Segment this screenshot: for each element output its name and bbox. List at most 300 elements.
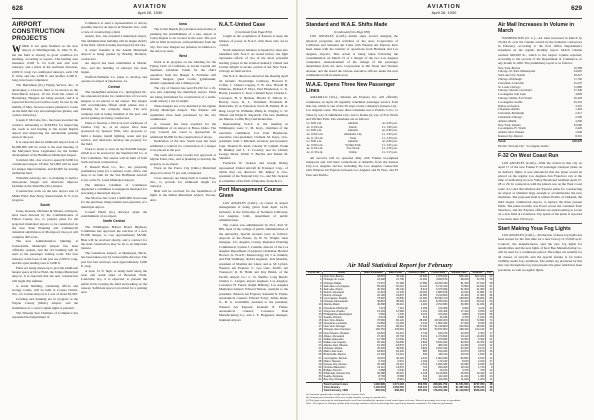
pounds-value: 8,310 [575, 133, 582, 138]
table-cell: 40,320 [361, 347, 386, 350]
article-column-5 [306, 21, 398, 259]
table-cell: 39,140 [386, 288, 405, 291]
table-cell: 23 [306, 344, 322, 347]
table-total-row: Totals 626,929 [498, 138, 582, 143]
table-cell: 11,640 [448, 378, 469, 382]
table-cell: Cheyenne–Pueblo [322, 310, 360, 313]
table-cell: 22 [485, 372, 493, 375]
table-cell: 12 [306, 310, 322, 313]
table-cell: 4,120 [405, 322, 428, 325]
table-cell: 315,400 [428, 310, 448, 313]
table-cell: 4 [306, 285, 322, 288]
schedule-time: Ar. 11:10 a.m. [306, 135, 324, 140]
table-cell: 26,730 [386, 335, 405, 338]
table-cell: Cleveland–Pittsburgh [322, 307, 360, 310]
table-cell: 2,180 [405, 307, 428, 310]
table-cell: 3 [306, 282, 322, 285]
column-header: Revenue [470, 271, 486, 275]
table-cell: 7 [306, 294, 322, 297]
schedule-stop: Wichita Falls [345, 142, 361, 147]
table-cell: 66 [485, 294, 493, 297]
table-cell: 3,370 [448, 369, 469, 372]
table-cell: 4,830 [405, 341, 428, 344]
table-cell: 11,200 [448, 375, 469, 378]
table-cell: 66,192 [361, 341, 386, 344]
table-cell: $1,551,650 [448, 382, 469, 386]
table-cell: Miami–Havana [322, 360, 360, 363]
table-cell: 71,672 [361, 282, 386, 285]
table-cell: 11,424 [361, 291, 386, 294]
table-cell: 2,410 [405, 357, 428, 360]
table-cell: 48 [485, 382, 493, 386]
table-cell: 62 [485, 275, 493, 279]
paragraph: Jones, Roessle, Olschner & Wiener, architects, have been directed by the Commissioners of Fulton County, Ga., to prepare plans for the projected municipal airport, to be constructed on the new State Planning and Commercial industrial subdivision of Morrisport; the port will comprise 300 acres. [12, 208, 78, 239]
table-cell: 30 [485, 322, 493, 325]
table-cell: 8,580 [386, 375, 405, 378]
table-cell: 2,688 [361, 369, 386, 372]
table-cell: 58 [485, 282, 493, 285]
paragraph: Titusville Airways, Inc., is planning to build a three-plane hangar and otherwise improve facilities at the Titusville (Pa.) Airport. [12, 175, 78, 189]
table-cell: 5,810,200 [428, 341, 448, 344]
table-cell: Atlanta–Miami [322, 303, 360, 306]
table-cell: 19,410 [386, 332, 405, 335]
pounds-value: 24,905 [573, 69, 582, 74]
left-page [0, 0, 296, 420]
divider [219, 185, 288, 186]
table-cell: 13 [306, 313, 322, 316]
table-cell: 52,200 [448, 300, 469, 303]
table-cell: 12,432 [361, 353, 386, 356]
column-header: Miles Flown [386, 271, 405, 275]
table-cell: 10,004 [405, 291, 428, 294]
column-header: Pct. [487, 271, 492, 274]
article-headline: AIRPORT CONSTRUCTION PROJECTS [12, 21, 65, 42]
paragraph: The Wilmington Harbor Board Highway Committee has approved the erection of a new $7,000 hangar, to cost approximately $8,500. Bids will be received shortly, and a contract for the steel construction may be let to an important interest. [81, 224, 147, 251]
table-cell: 1,310 [405, 310, 428, 313]
table-cell: 13,870 [386, 366, 405, 369]
table-cell: 1,260 [470, 378, 486, 382]
table-cell: 86,900 [470, 297, 486, 300]
paragraph: Work on the Ponca City (Okla.) Municipal Airport is about 75 per cent completed. [150, 166, 216, 175]
table-cell: 12,200 [448, 291, 469, 294]
table-cell: 1,860,330 [428, 322, 448, 325]
paragraph: AMARILLO (Tex.)—Western Air Express, Inc. will officially commence on April 26 regularly scheduled passenger service from this city, which is one of the 30 stops on the company's Kansas City–Los Angeles route. The new three schedules run to Pueblo, Colo.; to Tulsa by way of Oklahoma City; and to Dallas by way of Fort Worth and Wichita Falls. The schedules are as follows: [306, 95, 398, 121]
table-cell: 10,250,430 [428, 282, 448, 285]
schedule-time: Ar. 11:00 a.m. [306, 124, 324, 129]
table-cell: Detroit–Chicago [322, 294, 360, 297]
paragraph: Work is in progress on the building for the Flying Club of California at Grand Central Air Terminal, Glendale. Funds for the club's operation from the Hangar 6. Facilities will include hangars, guest rooms, gymnasium, athletic equipment and a dining room. [150, 59, 216, 86]
table-cell: 19 [485, 310, 493, 313]
table-cell: 98,040 [470, 325, 486, 328]
page-number: 628 [12, 5, 23, 12]
pounds-value: 1,404 [575, 107, 582, 112]
table-cell: 5,210 [405, 335, 428, 338]
table-cell: 810,200 [428, 350, 448, 353]
section-subhead: West [178, 54, 188, 59]
table-summary-row [306, 389, 494, 392]
paragraph: Work is about to start on the $10,000 hangar, which is to be erected by the Standard Oil Co. at Port Columbus. The station will be built of both brick and steel construction. [81, 147, 147, 164]
article-column-6 [402, 21, 494, 259]
table-cell: 44,016 [361, 357, 386, 360]
table-cell: 16 [306, 322, 322, 325]
flight-schedule-table [306, 122, 398, 154]
route-name: Cincinnati–Chicago [498, 114, 522, 119]
table-cell: 14,112 [361, 366, 386, 369]
table-cell: 25 [306, 350, 322, 353]
table-cell: 640,210 [428, 332, 448, 335]
table-cell: 530 [405, 378, 428, 382]
table-cell: 18,420 [386, 350, 405, 353]
table-cell: 15 [306, 319, 322, 322]
divider [498, 151, 582, 152]
paragraph: A storm building, containing offices and storage rooms, will be built at Corpus Christi, Tex., for Curtiss Airport at a cost of about $3,500. [12, 283, 78, 297]
table-cell: Pittsburgh–Kansas City [322, 372, 360, 375]
schedule-time: Ar. 6:00 p.m. [382, 121, 398, 126]
table-cell: 16,360 [448, 338, 469, 341]
table-cell: New York–Chicago [322, 325, 360, 328]
column-header: Pounds of Mail [405, 271, 428, 275]
table-cell: 7,224 [361, 307, 386, 310]
table-cell: 1,270 [405, 344, 428, 347]
pounds-value: 2,420 [575, 126, 582, 131]
paragraph: The N.A.T. directors elected at the meeting April 24 include: Trowbridge Callaway, Howard E. Coffin, J. Chester Cuppia, F. B. Doe, Harold H. Emmons, Richard F. Hoyt, Paul Henderson, C. K. Hardy, Laurence C. Kerr, Clement Keys, Charles L. Lawrance, B. V. Hudson, Harold E. Talbott, Jr., Harvey Luce, D. L. Trumbull, Frederick B. Rentschler, W. A. Patterson, Jacob H. Tinkler, H. A. Ring, Lloyd W. Williams, Philip K. Wrigley, C. W. Talbott and Eddie R. Reynolds. The new members are Messrs. Coffin, Hoyt and Rentschler. [219, 74, 288, 122]
continued-note: (Continued from Page 830) [235, 29, 272, 34]
paragraph: The Cedar Rapids (Ia.) Aviation Association is planning the establishment of a new airport at Cedar Rapids to be located in the west. The port will be built in sections, with permission from the city. Two new hangars are planned, in addition to the one now used. [150, 27, 216, 53]
table-cell: 170,240 [428, 360, 448, 363]
table-cell: 52,400 [448, 347, 469, 350]
table-cell: 9 [485, 366, 493, 369]
table-cell: 1,470,820 [428, 335, 448, 338]
table-cell: 9,800 [448, 313, 469, 316]
table-cell: 356,760 [405, 382, 428, 386]
table-cell: 3,010 [470, 344, 486, 347]
paragraph: The Morrow has voted a $200,000 bond issue for the purchase, improvement and operation of a municipal airport. [81, 196, 147, 209]
table-cell: Chicago–St. Louis [322, 278, 360, 281]
masthead [306, 5, 582, 15]
article-headline: Air Mail Increases In Volume in March [498, 22, 575, 34]
table-cell: 12,350 [405, 294, 428, 297]
table-cell: 6,910 [470, 357, 486, 360]
paragraph: Austin, Tex., has acquired a municipal airport. The administration building will be begun shortly at the field, which is being developed by the city. [81, 34, 147, 48]
table-cell: 59 [485, 278, 493, 281]
table-cell: 16 [485, 350, 493, 353]
schedule-time: Lv. 2:50 p.m. [382, 146, 398, 151]
schedule-stop: Fort Worth [346, 146, 360, 151]
table-cell: 333,412 [405, 386, 428, 389]
paragraph: The city of Denver has paid $5,250 for a 10-acre plot adjoining the municipal airport. Plans are being formulated for construction of a north-south runway 1 mi. in length. [150, 86, 216, 104]
table-cell: Buffalo–Toronto [322, 369, 360, 372]
table-cell: Miami–San Juan [322, 350, 360, 353]
table-cell: 110,330 [428, 378, 448, 382]
table-cell: $737,780 [470, 382, 486, 386]
article-headline: Standard and W.A.E. Shifts Made [306, 22, 388, 28]
table-cell: 6,720 [361, 360, 386, 363]
right-page [298, 0, 594, 420]
section-subhead: Central [108, 84, 120, 89]
column-header: Route [322, 271, 360, 275]
paragraph: The Lakeshore Airport, at Muskegon, Mich., has been taken over by Jacksonville Airways. The port has four runways, each approximately 3,000 ft. long. [81, 251, 147, 268]
route-name: Atlanta–Miami [498, 118, 517, 123]
table-cell: 1,810 [470, 353, 486, 356]
article-column-4 [219, 21, 288, 417]
table-cell: 530 [405, 353, 428, 356]
table-cell: 40,230 [428, 316, 448, 319]
table-cell: 38,900 [386, 300, 405, 303]
table-cell: 27 [485, 360, 493, 363]
table-cell: 18,870 [386, 344, 405, 347]
paragraph: The Gem and Carey County has approved at Myrtle Point, Ore., and is planning to develop the property as an airport. [150, 152, 216, 166]
table-cell: 22 [306, 341, 322, 344]
table-cell: 11,020 [470, 303, 486, 306]
table-cell: 3,250 [470, 310, 486, 313]
table-cell: 28 [306, 360, 322, 363]
table-cell: 8,410 [405, 288, 428, 291]
table-cell: 108,000 [448, 297, 469, 300]
table-cell: 5,640 [470, 313, 486, 316]
route-name: Cleveland–Louisville [498, 80, 524, 85]
table-cell: 52,870,300 [428, 328, 448, 331]
table-cell: 9,072 [361, 378, 386, 382]
statistics-table [306, 271, 494, 392]
route-name: Salt Lake City–Seattle [498, 73, 525, 78]
paragraph: A loan, 31 ft. high, is being built along the west and south sides of Bowman Field, Louisville, Ky., it is expected, to prevent the public from crossing the field and parking on the runway. Sufficient space is provided for a parking area. [81, 268, 147, 295]
table-cell: 3,090,570 [428, 278, 448, 281]
table-cell: 74 [485, 319, 493, 322]
paragraph: The new Administration building at Jacksonville Municipal Airport has been officially opened, and the old building will be used as the passenger waiting room. The four runways at the base of the port are 2,500 ft. long, and the open landing area is 3,000 ft. [12, 239, 78, 265]
section-subhead: North Central [103, 219, 125, 224]
paragraph: The Wheeler Sun Chamber of Commerce has requested the Department of [12, 310, 78, 319]
paragraph: Construction work on the new airport east of Miller Field, New Dorp, Staten Island, N. Y., is in progress. [12, 189, 78, 202]
article-intro: WORK is not quite finished on the new airport at Whittingsville, in John N. B., but the field is already in good condition for landings, according to reports. The landing area measures 4,500 ft. for both east and west runways, and a third, in the northeast direction, 2,000 ft. long; two additional runways, each 150 ft. wide, and one, 1,000 ft. and another, 2,200 ft. long, have been completed. [12, 43, 78, 83]
table-cell: 1,020 [405, 360, 428, 363]
schedule-stop: Tulsa [349, 135, 357, 140]
paragraph: The course was administered by Prof. Earl W. Hill, head of the college of public administration of the university. Special lectures were as follows: Airports of the Future, by H. W. Wright, sales manager, Los Angeles County Regional Planning Commission; Lyman J. Conklin, director of the Los Angeles Department of Airports; Chairman, Herbert Hoover, Jr., W.A.E.; Meteorology, Dr. J. A. Jenkins; and Erik Wahlberg, district engineer; Jack Maddux, president of Maddux Air Lines; and A. M. Lyford, Western Air Express; C. Lee Gale, Pacific Air Transport; R. D. Holm and Ray Bruhn, of the Pacific Airport Co.; C. D. Sheffie, Long Beach; Charles C. Langan, airport engineer, Los Angeles; Lawrence H. Peters; Ralph Halliday, Los Angeles Municipal Airport; Edward Nelson, assistant to the president, Western Air Express; Kenneth N. Fisher, aeronautical counsel; Edward Foley; James Dunn, Jr., B. G. Goldsmith, assistant to the president, Western Air Express; Kenneth N. Fisher, aeronautical counsel; Lawrence Dole Manufacturing Co.; and L. E. Hogguard, manager, Oakland Airport. [219, 223, 288, 322]
paragraph: Representing N.A.T. at the meeting in Wilmington were: C. M. Keys, chairman of the executive committee; Col. Paul Henderson, executive vice-president; Clement M. Keys, vice-president; John J. Mitchell, secretary and treasurer; Capt. Thomas H. Read, Chester W. Cuthell, Frank H. Bulkley and L. T. Crowley; and for United; George Mead, Walter T. Bayliss and Daniel M. Sheaffer. [219, 122, 288, 161]
table-cell: 2,702,830 [428, 303, 448, 306]
paragraph: sought in the acquisition of Eastern to keep the balance of power in N.A.T. with those who are in control. [219, 34, 288, 47]
table-cell: 18,816 [361, 350, 386, 353]
table-cell: 6,610 [386, 360, 405, 363]
paragraph: Cornell Hudlt (Ia.) Airways plans the establishment of an airport. [81, 209, 147, 218]
table-cell: 51,240,800 [428, 325, 448, 328]
table-cell: 20,160 [361, 294, 386, 297]
table-cell [306, 389, 322, 392]
route-name: Chicago–Detroit–Cleveland [498, 88, 532, 93]
table-cell: 610 [405, 375, 428, 378]
table-cell: 11,890 [470, 291, 486, 294]
divider [306, 79, 398, 80]
route-name: New York–Atlanta [498, 122, 521, 127]
table-cell: 720 [405, 366, 428, 369]
pounds-value: 3,310 [575, 103, 582, 108]
table-cell: 14 [306, 316, 322, 319]
table-cell: 370,830 [428, 338, 448, 341]
table-cell: 17,410 [448, 310, 469, 313]
table-cell: 27,260 [448, 322, 469, 325]
table-cell: 1,106,304 [361, 386, 386, 389]
table-cell: 198,400 [448, 328, 469, 331]
table-cell: 41,300 [405, 297, 428, 300]
table-cell: 29,640,200 [428, 319, 448, 322]
pounds-value: 11,700 [573, 76, 582, 81]
table-cell: 11 [306, 307, 322, 310]
paragraph: North American Aviation is headed by men also identified with N.A.T. As stated before, the fight represents efforts of two of the most powerful holding groups in the aviation industry: United and Curtiss-Wright to secure control of the New York–Chicago air mail service. [219, 47, 288, 74]
issue-date: April 26, 1930 [431, 10, 457, 15]
table-cell: 9,120 [470, 347, 486, 350]
route-name: Atlanta–New Orleans [498, 130, 525, 135]
table-cell: 31,520 [405, 328, 428, 331]
table-cell: 2,310 [470, 360, 486, 363]
schedule-time: Ar. 10:00 a.m. [306, 132, 324, 137]
table-cell: 6,040 [470, 363, 486, 366]
table-cell: 3,210 [405, 313, 428, 316]
table-cell: 24,330 [448, 344, 469, 347]
section-subhead: Iowa [179, 22, 187, 27]
table-cell: 4,130 [405, 372, 428, 375]
table-cell: 10,420 [470, 372, 486, 375]
table-cell: 21,300 [470, 288, 486, 291]
table-cell: 1,510 [405, 338, 428, 341]
schedule-time: Lv. 8:00 a.m. [306, 128, 322, 133]
schedule-stop: Amarillo [347, 121, 359, 126]
table-cell: 39,816 [361, 300, 386, 303]
table-cell: Total January [322, 386, 360, 389]
schedule-stop: Dallas [349, 149, 357, 154]
table-cell: Omaha–Watertown [322, 366, 360, 369]
table-cell: 12,110 [405, 285, 428, 288]
table-cell: 31 [306, 369, 322, 372]
table-cell: 19,824 [361, 332, 386, 335]
table-cell: Philadelphia–Washington [322, 313, 360, 316]
table-cell: 81,330 [448, 282, 469, 285]
table-cell: 47,190 [470, 282, 486, 285]
divider [498, 223, 582, 224]
paragraph: Three hangars are to be installed at the Ogden (Utah) Municipal Airport. The fixtures and equipment have been purchased by the city commission. [150, 103, 216, 121]
table-cell: 20,110 [386, 363, 405, 366]
table-cell: 287,350 [405, 389, 428, 392]
table-cell: 84,600 [448, 341, 469, 344]
table-cell: 72,830 [470, 319, 486, 322]
table-cell: 240,110 [428, 353, 448, 356]
schedule-time: Ar. 6:00 p.m. [382, 128, 398, 133]
table-cell: 9 [306, 300, 322, 303]
table-cell: 18 [485, 303, 493, 306]
table-cell: 27,216 [361, 335, 386, 338]
table-cell: 22,248 [361, 278, 386, 281]
table-cell: 2,980 [386, 316, 405, 319]
table-cell: 10,260 [470, 335, 486, 338]
table-cell: 1,740 [405, 332, 428, 335]
paragraph: Wofford-Williams Co. plans to develop and operate an airport at Opelousas, La. [81, 74, 147, 84]
article-column-1 [12, 21, 78, 417]
schedule-time: Ar. 11:30 a.m. [306, 149, 324, 154]
paragraph: Joseph P. McCabe, Inc., has been awarded the contract, amounting to $108,834, for improving the roads at and leading to the Grand Rapids airport and improving the automobile parking areas at the port. [12, 118, 78, 140]
table-cell: 30,560,110 [428, 297, 448, 300]
table-cell: 18 [306, 328, 322, 331]
table-cell: 1,710 [470, 366, 486, 369]
header-rule [12, 18, 288, 19]
table-cell: 43,120 [386, 357, 405, 360]
table-cell: 26,380 [448, 363, 469, 366]
table-cell: 30 [306, 366, 322, 369]
pounds-value: 10,388 [573, 65, 582, 70]
table-cell: 61 [485, 285, 493, 288]
paragraph: A water fountain at the Austin Municipal Airport is being graded by Bradley Brothers, contractors. [81, 47, 147, 61]
paragraph: Commerce to send a representative to survey possible sites for an airport in Wheeler, Tex., with a view of constructing a field. [81, 21, 147, 34]
table-cell: 40,152 [361, 288, 386, 291]
table-cell: 3,210,820 [428, 294, 448, 297]
page-header [306, 5, 582, 17]
table-cell: 21,310 [405, 300, 428, 303]
table-cell: 480,310 [428, 344, 448, 347]
paragraph: Bids will be received for the installation of lights at the Dallas Municipal Airport, Tucson, Ariz. [150, 189, 216, 202]
table-cell: 73,920 [361, 297, 386, 300]
table-cell: 22 [485, 369, 493, 372]
paragraph: F. Russell Beck Co., Inc., are preparing preliminary plans for a sanitary room, office, and shop to be built for the Van Hoffmann Aircraft Corp. at the St. Louis Municipal Airport. [81, 164, 147, 182]
table-cell: 34,110 [448, 335, 469, 338]
table-cell: Salt Lake–Pasco [322, 288, 360, 291]
table-cell: 21,430 [386, 322, 405, 325]
article-headline: Port Management Course Given [219, 187, 282, 200]
paragraph: All services will be operated daily with Fokker tri-engined transports and will meet connections at Amarillo from the Kansas City–Los Angeles service, including the Los Angeles connection with Western Air Express between Los Angeles and El Paso, and El Paso and Pueblo. [306, 155, 398, 177]
table-cell: 4,020 [405, 303, 428, 306]
table-cell: Chicago–San Francisco [322, 328, 360, 331]
schedule-time: Lv. 2:30 p.m. [382, 135, 398, 140]
column-header: Pound Miles [428, 271, 448, 275]
table-cell: 72,500 [448, 285, 469, 288]
paragraph: The Springfield Aviation Co., Springfield, Ill., has announced plans for construction of two new hangars to be placed at the airport. The hangar will accommodate fifteen small planes and a building for the company shops. The new company unit is being installed at the port, and paved parking are being constructed. [81, 90, 147, 120]
table-cell: 7,560 [361, 313, 386, 316]
table-cell: 96 [485, 325, 493, 328]
table-cell: 13,104 [361, 310, 386, 313]
column-header: C.A.M. No. [306, 271, 322, 275]
table-cell: Salt Lake–Los Angeles [322, 285, 360, 288]
table-cell: Dallas–Galveston [322, 338, 360, 341]
table-cell: Total Contract Lines [322, 382, 360, 386]
paragraph: A. Grosser has been acquired for the establishment of an airport at Boise, Idaho. The City Council has voted to appropriate an additional $5,000 for the construction of shops. [150, 121, 216, 139]
table-cell: 3,700 [448, 316, 469, 319]
table-cell: 20,130 [428, 369, 448, 372]
table-cell: Detroit–Cleveland [322, 291, 360, 294]
table-cell: Chicago–Atlanta [322, 347, 360, 350]
table-cell: 33 [306, 375, 322, 378]
paragraph: The Alliance Chamber of Commerce appointed a committee to inaugurate measures for procuring a municipal airport. [81, 182, 147, 196]
table-cell: 98,310 [448, 319, 469, 322]
route-name: Los Angeles–Ft. Worth [498, 126, 526, 131]
table-cell: $1,190,600 [448, 389, 469, 392]
schedule-time: Lv. 8:00 a.m. [306, 139, 322, 144]
paragraph: LOS ANGELES (Calif.)—With the arrival in this city on April 17 of the new Fokker F-32 passenger transport plane on its delivery flight, it was announced that the plane would be placed on the regular Los Angeles–San Francisco run at the time of dedicating its new Valley Boulevard terminal April 27, 28 or 29. In connection with the plane's use on the West Coast route, it is said that Western Air Express plans for constructing an airport at Oakland large enough to accommodate the new machines. The proposed field is within 20 min. of Oakland, the third largest commercial airport, to replace the three present fields. The plane recently was flown across the continent from Teterboro, and Air Express officials are endeavouring to locate on a new field at Livermore. Top speed of the plane is reported to be more than 150 m.p.h. [498, 160, 582, 221]
table-cell: 63 [485, 300, 493, 303]
route-name: Chicago–Pittsburgh [498, 76, 522, 81]
table-cell: 44,020 [470, 285, 486, 288]
drop-cap: W [12, 43, 21, 54]
schedule-stop: Pueblo [348, 124, 357, 129]
table-cell: 290,200 [428, 366, 448, 369]
table-cell: 29 [306, 363, 322, 366]
magazine-title: AVIATION [427, 4, 461, 10]
table-cell: 22,704 [470, 278, 486, 281]
schedule-time: Ar. 6:00 p.m. [382, 139, 398, 144]
table-row [306, 378, 494, 382]
table-cell: 97 [485, 291, 493, 294]
pounds-value: 4,826 [575, 92, 582, 97]
paragraph: Dedication of the new South Gate has been submitted a contract for construction of a hangar to be placed at the port. [150, 139, 216, 153]
table-cell: Chicago–Minneapolis [322, 300, 360, 303]
table-cell: 59,472 [361, 325, 386, 328]
table-cell: 4,320 [470, 332, 486, 335]
table-cell: Albany–Cleveland [322, 335, 360, 338]
